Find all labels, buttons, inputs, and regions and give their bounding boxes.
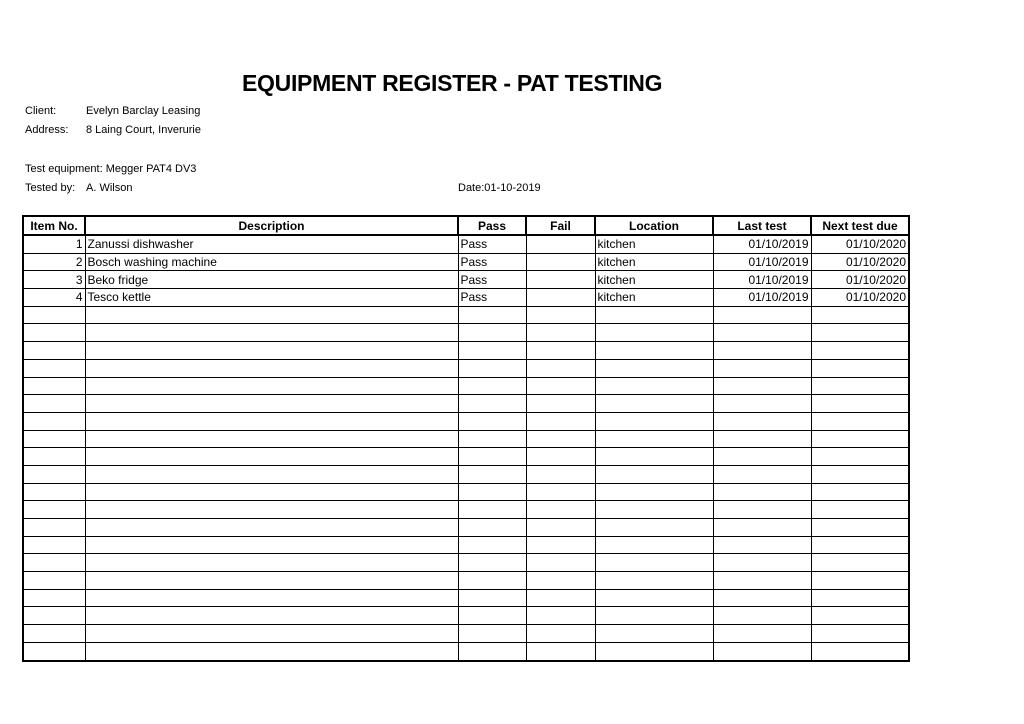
cell-pass: [458, 395, 526, 413]
cell-location: [595, 324, 713, 342]
cell-location: kitchen: [595, 235, 713, 253]
cell-location: [595, 359, 713, 377]
cell-description: [85, 412, 458, 430]
cell-pass: [458, 430, 526, 448]
cell-description: [85, 607, 458, 625]
cell-fail: [526, 483, 595, 501]
cell-last-test: [713, 412, 811, 430]
cell-fail: [526, 289, 595, 307]
cell-location: [595, 465, 713, 483]
cell-item-no: [23, 342, 85, 360]
cell-next-test-due: [811, 483, 909, 501]
cell-description: [85, 306, 458, 324]
cell-next-test-due: [811, 377, 909, 395]
cell-fail: [526, 342, 595, 360]
cell-pass: [458, 306, 526, 324]
cell-last-test: [713, 589, 811, 607]
cell-next-test-due: 01/10/2020: [811, 271, 909, 289]
table-row: [23, 519, 909, 537]
header-location: Location: [595, 216, 713, 235]
cell-pass: [458, 536, 526, 554]
cell-next-test-due: [811, 359, 909, 377]
cell-fail: [526, 430, 595, 448]
cell-next-test-due: [811, 465, 909, 483]
cell-next-test-due: [811, 430, 909, 448]
cell-pass: [458, 324, 526, 342]
table-row: [23, 448, 909, 466]
table-row: [23, 395, 909, 413]
cell-item-no: [23, 465, 85, 483]
page-title: EQUIPMENT REGISTER - PAT TESTING: [242, 70, 663, 96]
cell-pass: [458, 377, 526, 395]
table-row: [23, 306, 909, 324]
address-label: Address:: [25, 124, 69, 136]
cell-fail: [526, 412, 595, 430]
cell-description: Bosch washing machine: [85, 253, 458, 271]
cell-last-test: [713, 519, 811, 537]
cell-item-no: [23, 377, 85, 395]
cell-description: [85, 554, 458, 572]
equipment-register-table: [22, 215, 910, 662]
cell-fail: [526, 519, 595, 537]
cell-fail: [526, 554, 595, 572]
cell-next-test-due: [811, 324, 909, 342]
cell-description: [85, 430, 458, 448]
cell-item-no: [23, 359, 85, 377]
cell-fail: [526, 253, 595, 271]
cell-next-test-due: [811, 607, 909, 625]
cell-description: [85, 625, 458, 643]
table-row: [23, 607, 909, 625]
cell-description: [85, 501, 458, 519]
cell-item-no: [23, 306, 85, 324]
header-item-no: Item No.: [23, 216, 85, 235]
cell-location: [595, 501, 713, 519]
cell-last-test: [713, 306, 811, 324]
cell-last-test: [713, 607, 811, 625]
cell-description: [85, 342, 458, 360]
cell-next-test-due: [811, 501, 909, 519]
cell-next-test-due: [811, 642, 909, 660]
cell-fail: [526, 536, 595, 554]
table-row: [23, 342, 909, 360]
cell-next-test-due: 01/10/2020: [811, 253, 909, 271]
cell-last-test: [713, 465, 811, 483]
table-row: [23, 289, 909, 307]
cell-description: Beko fridge: [85, 271, 458, 289]
cell-description: [85, 589, 458, 607]
cell-item-no: [23, 642, 85, 660]
cell-description: [85, 377, 458, 395]
test-date: Date:01-10-2019: [458, 182, 541, 194]
cell-item-no: [23, 607, 85, 625]
cell-item-no: [23, 324, 85, 342]
cell-description: [85, 519, 458, 537]
cell-pass: [458, 607, 526, 625]
cell-last-test: 01/10/2019: [713, 271, 811, 289]
cell-fail: [526, 306, 595, 324]
cell-location: [595, 377, 713, 395]
cell-description: [85, 465, 458, 483]
table-body: [23, 235, 909, 661]
table-row: [23, 235, 909, 253]
cell-item-no: [23, 536, 85, 554]
table-row: [23, 536, 909, 554]
cell-description: [85, 448, 458, 466]
cell-description: Zanussi dishwasher: [85, 235, 458, 253]
cell-description: [85, 324, 458, 342]
cell-next-test-due: [811, 572, 909, 590]
cell-pass: [458, 483, 526, 501]
cell-fail: [526, 625, 595, 643]
cell-pass: [458, 589, 526, 607]
cell-pass: [458, 465, 526, 483]
header-next-test-due: Next test due: [811, 216, 909, 235]
cell-item-no: 1: [23, 235, 85, 253]
test-equipment-text: Test equipment: Megger PAT4 DV3: [25, 163, 197, 175]
header-last-test: Last test: [713, 216, 811, 235]
cell-location: [595, 412, 713, 430]
cell-description: Tesco kettle: [85, 289, 458, 307]
cell-last-test: [713, 377, 811, 395]
table-row: [23, 625, 909, 643]
cell-location: [595, 642, 713, 660]
cell-description: [85, 536, 458, 554]
cell-location: [595, 342, 713, 360]
cell-item-no: 2: [23, 253, 85, 271]
cell-fail: [526, 607, 595, 625]
cell-item-no: [23, 430, 85, 448]
cell-item-no: [23, 554, 85, 572]
cell-next-test-due: [811, 589, 909, 607]
cell-item-no: [23, 448, 85, 466]
client-value: Evelyn Barclay Leasing: [86, 105, 201, 117]
cell-pass: [458, 501, 526, 519]
cell-next-test-due: 01/10/2020: [811, 289, 909, 307]
cell-description: [85, 359, 458, 377]
cell-pass: [458, 625, 526, 643]
header-description: Description: [85, 216, 458, 235]
cell-last-test: [713, 554, 811, 572]
table-row: [23, 271, 909, 289]
cell-location: [595, 625, 713, 643]
cell-last-test: [713, 536, 811, 554]
cell-next-test-due: [811, 306, 909, 324]
cell-fail: [526, 589, 595, 607]
cell-description: [85, 483, 458, 501]
table-row: [23, 501, 909, 519]
cell-next-test-due: [811, 625, 909, 643]
table-row: [23, 359, 909, 377]
table-row: [23, 554, 909, 572]
cell-location: kitchen: [595, 289, 713, 307]
cell-item-no: [23, 589, 85, 607]
cell-fail: [526, 359, 595, 377]
cell-next-test-due: [811, 536, 909, 554]
cell-location: [595, 306, 713, 324]
cell-location: [595, 536, 713, 554]
table-row: [23, 589, 909, 607]
cell-pass: [458, 642, 526, 660]
table-row: [23, 483, 909, 501]
table-row: [23, 324, 909, 342]
cell-item-no: [23, 412, 85, 430]
cell-last-test: [713, 642, 811, 660]
cell-location: kitchen: [595, 253, 713, 271]
tested-by-label: Tested by:: [25, 182, 76, 194]
cell-last-test: [713, 572, 811, 590]
cell-last-test: 01/10/2019: [713, 253, 811, 271]
cell-next-test-due: [811, 395, 909, 413]
cell-next-test-due: [811, 448, 909, 466]
cell-fail: [526, 465, 595, 483]
cell-pass: [458, 554, 526, 572]
cell-next-test-due: [811, 342, 909, 360]
header-fail: Fail: [526, 216, 595, 235]
table-row: [23, 412, 909, 430]
cell-location: [595, 572, 713, 590]
table-row: [23, 465, 909, 483]
cell-last-test: [713, 625, 811, 643]
cell-item-no: [23, 625, 85, 643]
cell-last-test: [713, 448, 811, 466]
cell-description: [85, 572, 458, 590]
cell-location: [595, 430, 713, 448]
table-header-row: [23, 216, 909, 235]
cell-fail: [526, 501, 595, 519]
client-label: Client:: [25, 105, 57, 117]
cell-fail: [526, 377, 595, 395]
cell-fail: [526, 324, 595, 342]
cell-fail: [526, 395, 595, 413]
cell-last-test: [713, 501, 811, 519]
cell-next-test-due: 01/10/2020: [811, 235, 909, 253]
cell-pass: [458, 359, 526, 377]
cell-item-no: [23, 572, 85, 590]
cell-location: [595, 589, 713, 607]
cell-description: [85, 642, 458, 660]
cell-last-test: [713, 395, 811, 413]
cell-pass: Pass: [458, 253, 526, 271]
table-row: [23, 430, 909, 448]
cell-fail: [526, 642, 595, 660]
cell-last-test: [713, 483, 811, 501]
cell-location: kitchen: [595, 271, 713, 289]
tested-by-value: A. Wilson: [86, 182, 133, 194]
cell-location: [595, 395, 713, 413]
cell-item-no: 3: [23, 271, 85, 289]
cell-pass: Pass: [458, 271, 526, 289]
cell-pass: Pass: [458, 289, 526, 307]
table-row: [23, 253, 909, 271]
table-row: [23, 377, 909, 395]
table-row: [23, 572, 909, 590]
cell-location: [595, 554, 713, 572]
cell-next-test-due: [811, 519, 909, 537]
cell-last-test: 01/10/2019: [713, 289, 811, 307]
cell-pass: [458, 448, 526, 466]
cell-location: [595, 607, 713, 625]
cell-last-test: [713, 342, 811, 360]
cell-item-no: [23, 395, 85, 413]
header-pass: Pass: [458, 216, 526, 235]
table-row: [23, 642, 909, 660]
cell-location: [595, 448, 713, 466]
cell-fail: [526, 572, 595, 590]
cell-item-no: [23, 501, 85, 519]
cell-fail: [526, 448, 595, 466]
cell-pass: [458, 412, 526, 430]
cell-last-test: 01/10/2019: [713, 235, 811, 253]
cell-pass: [458, 572, 526, 590]
cell-location: [595, 519, 713, 537]
cell-last-test: [713, 359, 811, 377]
cell-fail: [526, 271, 595, 289]
cell-fail: [526, 235, 595, 253]
cell-last-test: [713, 324, 811, 342]
address-value: 8 Laing Court, Inverurie: [86, 124, 201, 136]
cell-item-no: [23, 519, 85, 537]
cell-location: [595, 483, 713, 501]
cell-next-test-due: [811, 412, 909, 430]
cell-pass: [458, 342, 526, 360]
cell-item-no: [23, 483, 85, 501]
cell-next-test-due: [811, 554, 909, 572]
cell-description: [85, 395, 458, 413]
cell-pass: [458, 519, 526, 537]
cell-last-test: [713, 430, 811, 448]
cell-pass: Pass: [458, 235, 526, 253]
cell-item-no: 4: [23, 289, 85, 307]
